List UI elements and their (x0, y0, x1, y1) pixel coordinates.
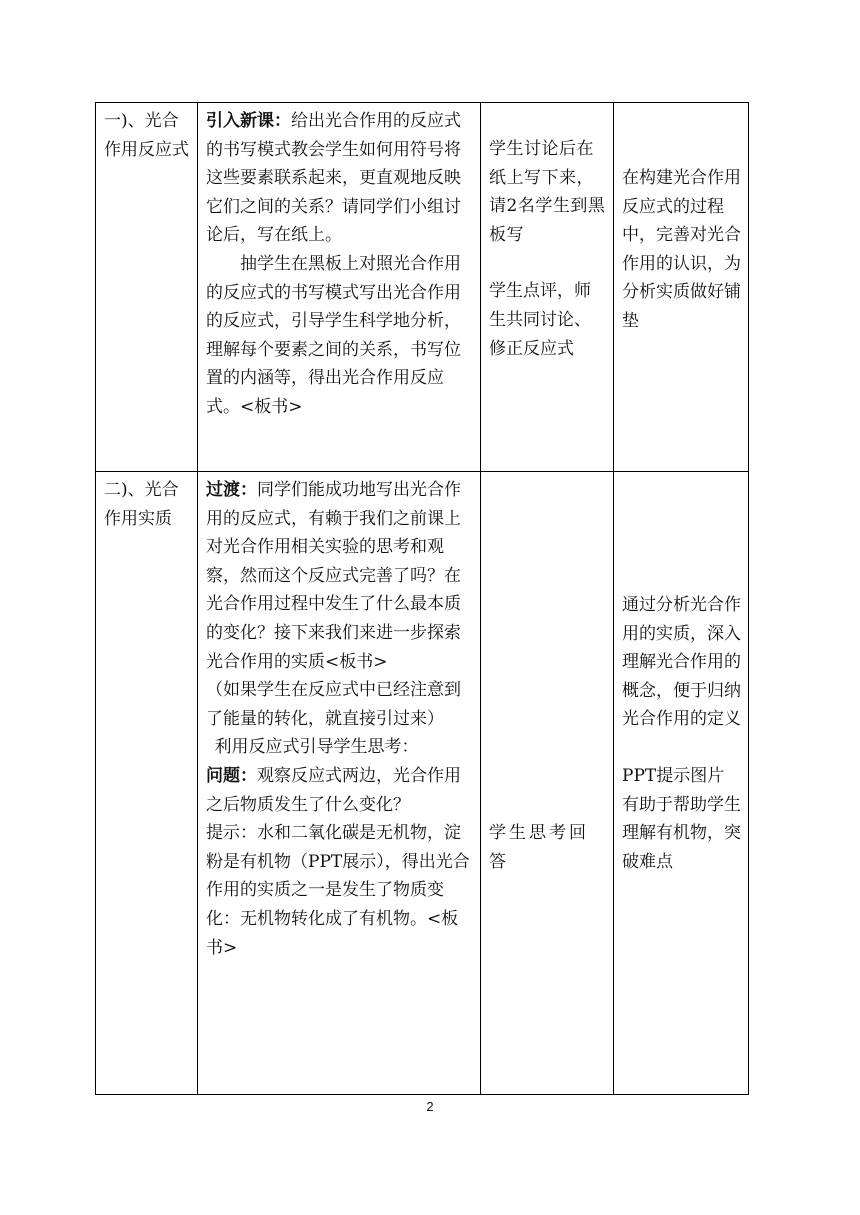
teacher-activity-cell (198, 472, 481, 1095)
lesson-plan-table (95, 102, 749, 1095)
table-row (96, 103, 749, 472)
stage-label: 一)、光合作用反应式 (104, 111, 189, 160)
student-text: 学生讨论后在纸上写下来，请2名学生到黑板写 (489, 139, 606, 245)
design-intent-cell (614, 472, 749, 1095)
teacher-text: 抽学生在黑板上对照光合作用的反应式的书写模式写出光合作用的反应式，引导学生科学地分析，理解每个要素之间的关系，书写位置的内涵等，得出光合作用反应式。<板书> (206, 253, 461, 417)
student-activity-cell (481, 472, 614, 1095)
stage-cell (96, 103, 198, 472)
stage-label: 二)、光合作用实质 (104, 480, 179, 529)
teacher-text: （如果学生在反应式中已经注意到了能量的转化，就直接引过来） (206, 680, 461, 729)
teacher-text: 给出光合作用的反应式的书写模式教会学生如何用符号将这些要素联系起来，更直观地反映它们之间的关系？请同学们小组讨论后，写在纸上。 (206, 111, 461, 246)
teacher-text: 观察反应式两边，光合作用之后物质发生了什么变化？ (206, 765, 461, 815)
intent-text: 在构建光合作用反应式的过程中，完善对光合作用的认识，为分析实质做好铺垫 (622, 168, 741, 331)
section-label: 问题： (206, 765, 257, 786)
design-intent-cell (614, 103, 749, 472)
teacher-activity-cell (198, 103, 481, 472)
intent-text: 通过分析光合作用的实质，深入理解光合作用的概念，便于归纳光合作用的定义 (622, 595, 741, 730)
student-text: 学生点评，师生共同讨论、修正反应式 (489, 281, 591, 359)
table-row (96, 472, 749, 1095)
section-label: 过渡： (206, 480, 257, 500)
intent-text: PPT提示图片有助于帮助学生理解有机物，突破难点 (622, 765, 741, 872)
teacher-text: 利用反应式引导学生思考： (214, 737, 419, 758)
section-label: 引入新课： (206, 111, 291, 131)
student-text: 学生思考回答 (489, 823, 589, 872)
student-activity-cell (481, 103, 614, 472)
teacher-text: 同学们能成功地写出光合作用的反应式，有赖于我们之前课上对光合作用相关实验的思考和观察，然而这个反应式完善了吗？在光合作用过程中发生了什么最本质的变化？接下来我们来进一步探索光合作用的实质<板书> (206, 480, 461, 672)
page-number: 2 (426, 1099, 434, 1114)
stage-cell (96, 472, 198, 1095)
teacher-text: 提示：水和二氧化碳是无机物，淀粉是有机物（PPT展示），得出光合作用的实质之一是发生了物质变化：无机物转化成了有机物。<板书> (206, 823, 470, 958)
